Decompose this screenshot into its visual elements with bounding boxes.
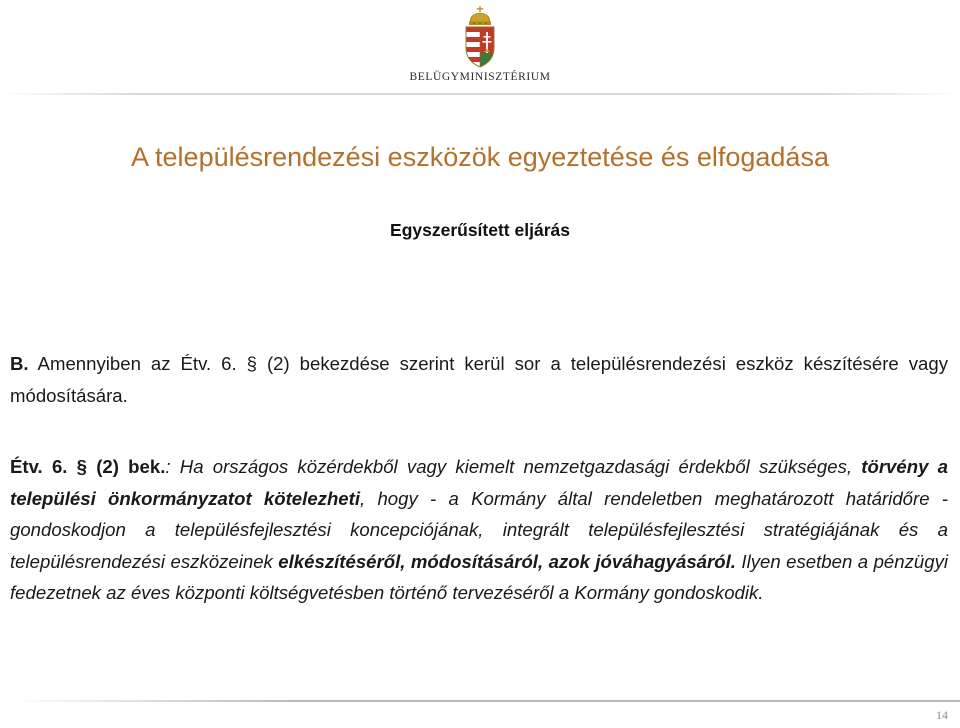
hungarian-coat-of-arms-icon bbox=[462, 6, 498, 68]
ministry-logo bbox=[0, 6, 960, 83]
slide-title: A településrendezési eszközök egyeztetése és elfogadása bbox=[131, 142, 829, 172]
quote-emphasis-2: elkészítéséről, módosításáról, azok jóváhagyásáról. bbox=[278, 550, 736, 572]
quote-text-1: : Ha országos közérdekből vagy kiemelt nemzetgazdasági érdekből szükséges, bbox=[165, 456, 862, 477]
paragraph-b-text: Amennyiben az Étv. 6. § (2) bekezdése szerint kerül sor a településrendezési eszköz készítésére vagy módosítására. bbox=[10, 353, 948, 406]
legal-reference: Étv. 6. § (2) bek. bbox=[10, 456, 166, 477]
page-number: 14 bbox=[936, 708, 948, 722]
paragraph-etv-quote bbox=[10, 451, 948, 609]
paragraph-b bbox=[10, 348, 948, 411]
slide-subtitle: Egyszerűsített eljárás bbox=[390, 220, 570, 240]
footer-divider bbox=[10, 700, 960, 702]
quote-emphasis-1: törvény a települési önkormányzatot kötelezheti bbox=[10, 456, 948, 509]
org-name: BELÜGYMINISZTÉRIUM bbox=[409, 71, 551, 83]
quote-text-2: , hogy - a Kormány által rendeletben meghatározott határidőre - gondoskodjon a településfejlesztési koncepciójának, integrált településfejlesztési stratégiájának és a településrendezési eszközeinek bbox=[10, 487, 948, 572]
quote-text-3: Ilyen esetben a pénzügyi fedezetnek az éves központi költségvetésben történő tervezéséről a Kormány gondoskodik. bbox=[10, 550, 948, 603]
paragraph-b-lead: B. bbox=[10, 353, 29, 374]
header-divider bbox=[0, 93, 960, 95]
